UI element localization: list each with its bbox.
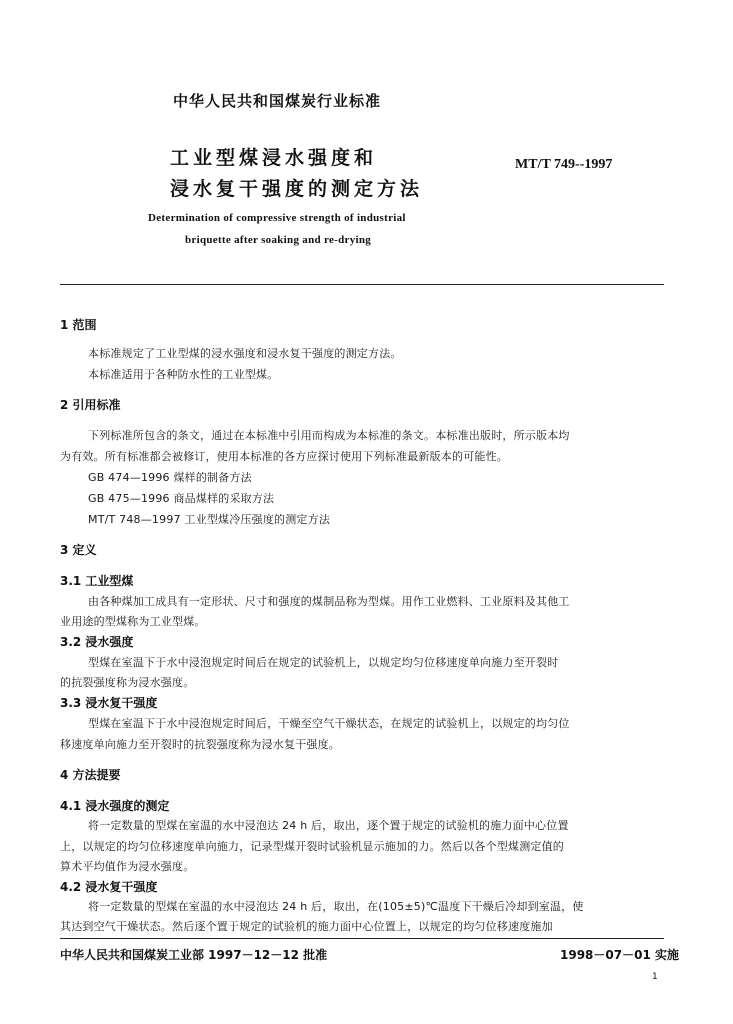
paragraph-line: 上，以规定的均匀位移速度单向施力，记录型煤开裂时试验机显示施加的力。然后以各个型煤测定值的	[60, 840, 564, 853]
paragraph-line: 将一定数量的型煤在室温的水中浸泡达 24 h 后，取出，逐个置于规定的试验机的施力面中心位置	[88, 819, 569, 832]
paragraph-line: 业用途的型煤称为工业型煤。	[60, 615, 206, 628]
paragraph-line: 为有效。所有标准都会被修订，使用本标准的各方应探讨使用下列标准最新版本的可能性。	[60, 450, 508, 463]
reference-item: GB 475—1996 商品煤样的采取方法	[88, 492, 275, 505]
standard-code: MT/T 749--1997	[515, 157, 613, 172]
section-4-2-heading: 4.2 浸水复干强度	[60, 880, 158, 894]
page-number: 1	[652, 972, 658, 982]
paragraph-line: 下列标准所包含的条文，通过在本标准中引用而构成为本标准的条文。本标准出版时，所示版本均	[88, 429, 570, 442]
paragraph-line: 本标准适用于各种防水性的工业型煤。	[88, 368, 279, 381]
section-4-1-heading: 4.1 浸水强度的测定	[60, 799, 170, 813]
section-3-1-heading: 3.1 工业型煤	[60, 574, 134, 588]
section-4-heading: 4 方法提要	[60, 768, 121, 782]
english-title-line-2: briquette after soaking and re-drying	[185, 234, 372, 246]
section-3-3-heading: 3.3 浸水复干强度	[60, 696, 158, 710]
title-line-1: 工业型煤浸水强度和	[170, 147, 378, 169]
title-line-2: 浸水复干强度的测定方法	[170, 178, 424, 200]
reference-item: GB 474—1996 煤样的制备方法	[88, 471, 252, 484]
paragraph-line: 移速度单向施力至开裂时的抗裂强度称为浸水复干强度。	[60, 738, 340, 751]
implementation-date: 1998－07－01 实施	[560, 948, 679, 962]
footer-divider	[60, 938, 664, 939]
english-title-line-1: Determination of compressive strength of industrial	[148, 212, 406, 224]
section-3-2-heading: 3.2 浸水强度	[60, 635, 134, 649]
paragraph-line: 算术平均值作为浸水强度。	[60, 860, 195, 873]
paragraph-line: 型煤在室温下于水中浸泡规定时间后在规定的试验机上，以规定均匀位移速度单向施力至开裂时	[88, 656, 559, 669]
section-2-heading: 2 引用标准	[60, 398, 121, 412]
paragraph-line: 其达到空气干燥状态。然后逐个置于规定的试验机的施力面中心位置上，以规定的均匀位移速度施加	[60, 920, 553, 933]
issuing-agency: 中华人民共和国煤炭行业标准	[173, 92, 382, 110]
paragraph-line: 将一定数量的型煤在室温的水中浸泡达 24 h 后，取出，在(105±5)℃温度下干燥后冷却到室温，使	[88, 900, 584, 913]
approval-date: 中华人民共和国煤炭工业部 1997－12－12 批准	[60, 948, 328, 962]
header-divider	[60, 284, 664, 285]
paragraph-line: 由各种煤加工成具有一定形状、尺寸和强度的煤制品称为型煤。用作工业燃料、工业原料及其他工	[88, 595, 570, 608]
paragraph-line: 型煤在室温下于水中浸泡规定时间后，干燥至空气干燥状态，在规定的试验机上，以规定的均匀位	[88, 717, 570, 730]
reference-item: MT/T 748—1997 工业型煤冷压强度的测定方法	[88, 513, 331, 526]
section-1-heading: 1 范围	[60, 318, 97, 332]
paragraph-line: 本标准规定了工业型煤的浸水强度和浸水复干强度的测定方法。	[88, 347, 402, 360]
paragraph-line: 的抗裂强度称为浸水强度。	[60, 676, 195, 689]
section-3-heading: 3 定义	[60, 543, 97, 557]
